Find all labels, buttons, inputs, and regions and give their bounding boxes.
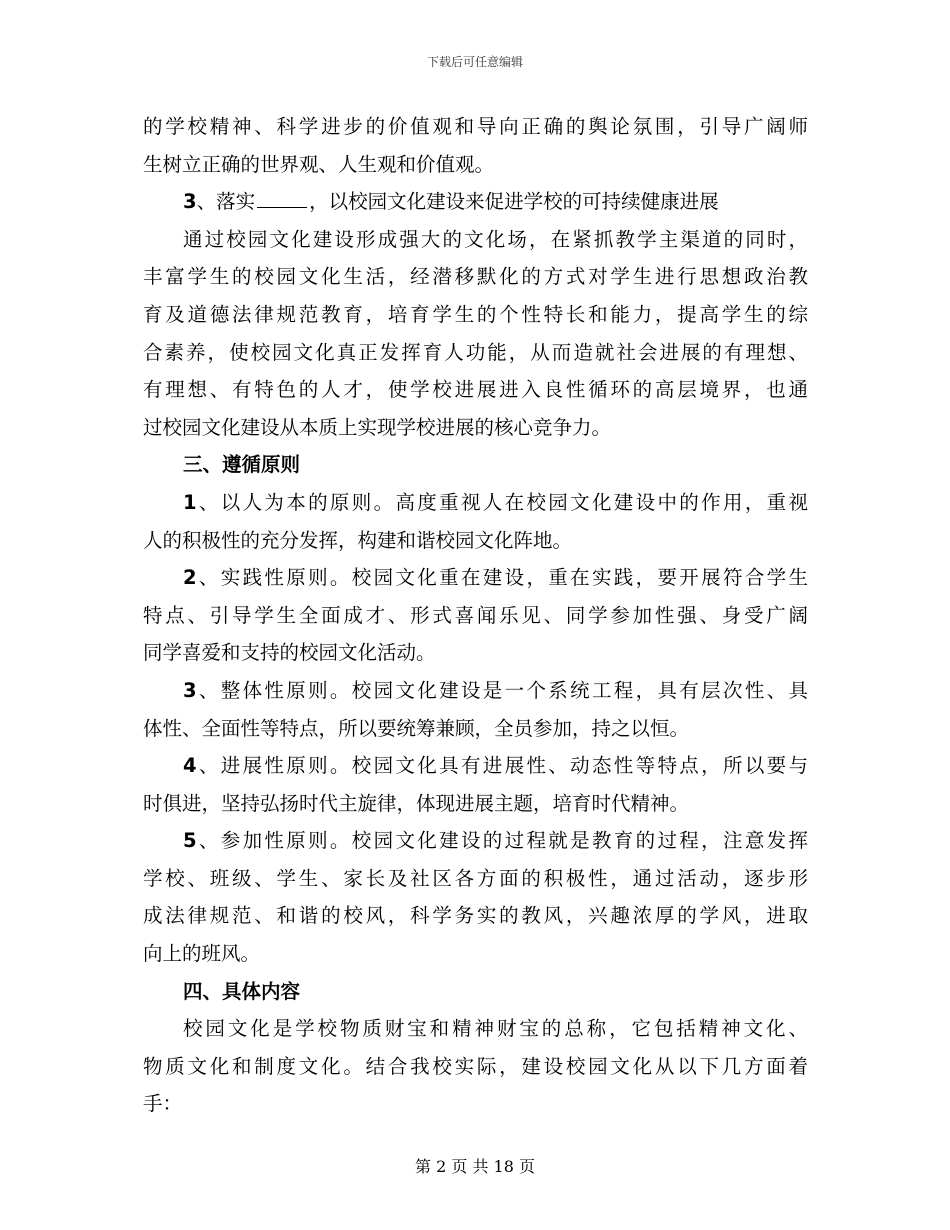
paragraph-line: 校园文化是学校物质财宝和精神财宝的总称，它包括精神文化、 <box>183 1017 808 1041</box>
paragraph-line: 通过校园文化建设形成强大的文化场，在紧抓教学主渠道的同时， <box>183 227 808 251</box>
list-item-line: 向上的班风。 <box>143 942 261 966</box>
paragraph-line: 物质文化和制度文化。结合我校实际，建设校园文化从以下几方面着 <box>143 1054 808 1078</box>
page-header: 下载后可任意编辑 <box>426 55 523 69</box>
paragraph-line: 育及道德法律规范教育，培育学生的个性特长和能力，提高学生的综 <box>143 302 808 326</box>
subheading-line <box>143 183 808 221</box>
list-item-line <box>143 747 808 785</box>
item-number: 1 <box>183 490 197 514</box>
list-item-line: 学校、班级、学生、家长及社区各方面的积极性，通过活动，逐步形 <box>143 866 808 890</box>
list-item-text: 、进展性原则。校园文化具有进展性、动态性等特点，所以要与 <box>196 754 808 778</box>
document-body <box>143 108 808 1123</box>
paragraph-line: 合素养，使校园文化真正发挥育人功能，从而造就社会进展的有理想、 <box>143 340 808 364</box>
list-item-line: 同学喜爱和支持的校园文化活动。 <box>143 641 436 665</box>
list-item-text: 、整体性原则。校园文化建设是一个系统工程，具有层次性、具 <box>196 678 808 702</box>
item-number: 2 <box>183 566 197 590</box>
page-number-footer: 第 2 页 共 18 页 <box>415 1157 535 1176</box>
list-item-text: 、实践性原则。校园文化重在建设，重在实践，要开展符合学生 <box>196 566 808 590</box>
list-item-line <box>143 559 808 597</box>
list-item-line: 特点、引导学生全面成才、形式喜闻乐见、同学参加性强、身受广阔 <box>143 603 808 627</box>
paragraph-line: 丰富学生的校园文化生活，经潜移默化的方式对学生进行思想政治教 <box>143 265 808 289</box>
list-item-line <box>143 822 808 860</box>
subheading-text: 、落实 <box>196 190 256 214</box>
list-item-line: 人的积极性的充分发挥，构建和谐校园文化阵地。 <box>143 528 573 552</box>
list-item-text: 、以人为本的原则。高度重视人在校园文化建设中的作用，重视 <box>196 490 808 514</box>
item-number: 3 <box>183 678 197 702</box>
paragraph-line: 手： <box>143 1092 183 1116</box>
list-item-line <box>143 484 808 522</box>
section-heading: 三、遵循原则 <box>183 453 301 477</box>
item-number: 3 <box>183 190 197 214</box>
blank-underline <box>257 187 307 208</box>
list-item-line: 体性、全面性等特点，所以要统筹兼顾，全员参加，持之以恒。 <box>143 716 690 740</box>
list-item-line <box>143 672 808 710</box>
section-heading: 四、具体内容 <box>183 979 301 1003</box>
list-item-text: 、参加性原则。校园文化建设的过程就是教育的过程，注意发挥 <box>196 829 808 853</box>
item-number: 5 <box>183 829 197 853</box>
paragraph-line: 过校园文化建设从本质上实现学校进展的核心竞争力。 <box>143 415 612 439</box>
list-item-line: 成法律规范、和谐的校风，科学务实的教风，兴趣浓厚的学风，进取 <box>143 904 808 928</box>
item-number: 4 <box>183 754 197 778</box>
paragraph-line: 生树立正确的世界观、人生观和价值观。 <box>143 152 495 176</box>
paragraph-line: 的学校精神、科学进步的价值观和导向正确的舆论氛围，引导广阔师 <box>143 115 808 138</box>
subheading-text: ，以校园文化建设来促进学校的可持续健康进展 <box>309 190 719 214</box>
paragraph-line: 有理想、有特色的人才，使学校进展进入良性循环的高层境界，也通 <box>143 378 808 402</box>
list-item-line: 时俱进，坚持弘扬时代主旋律，体现进展主题，培育时代精神。 <box>143 791 690 815</box>
